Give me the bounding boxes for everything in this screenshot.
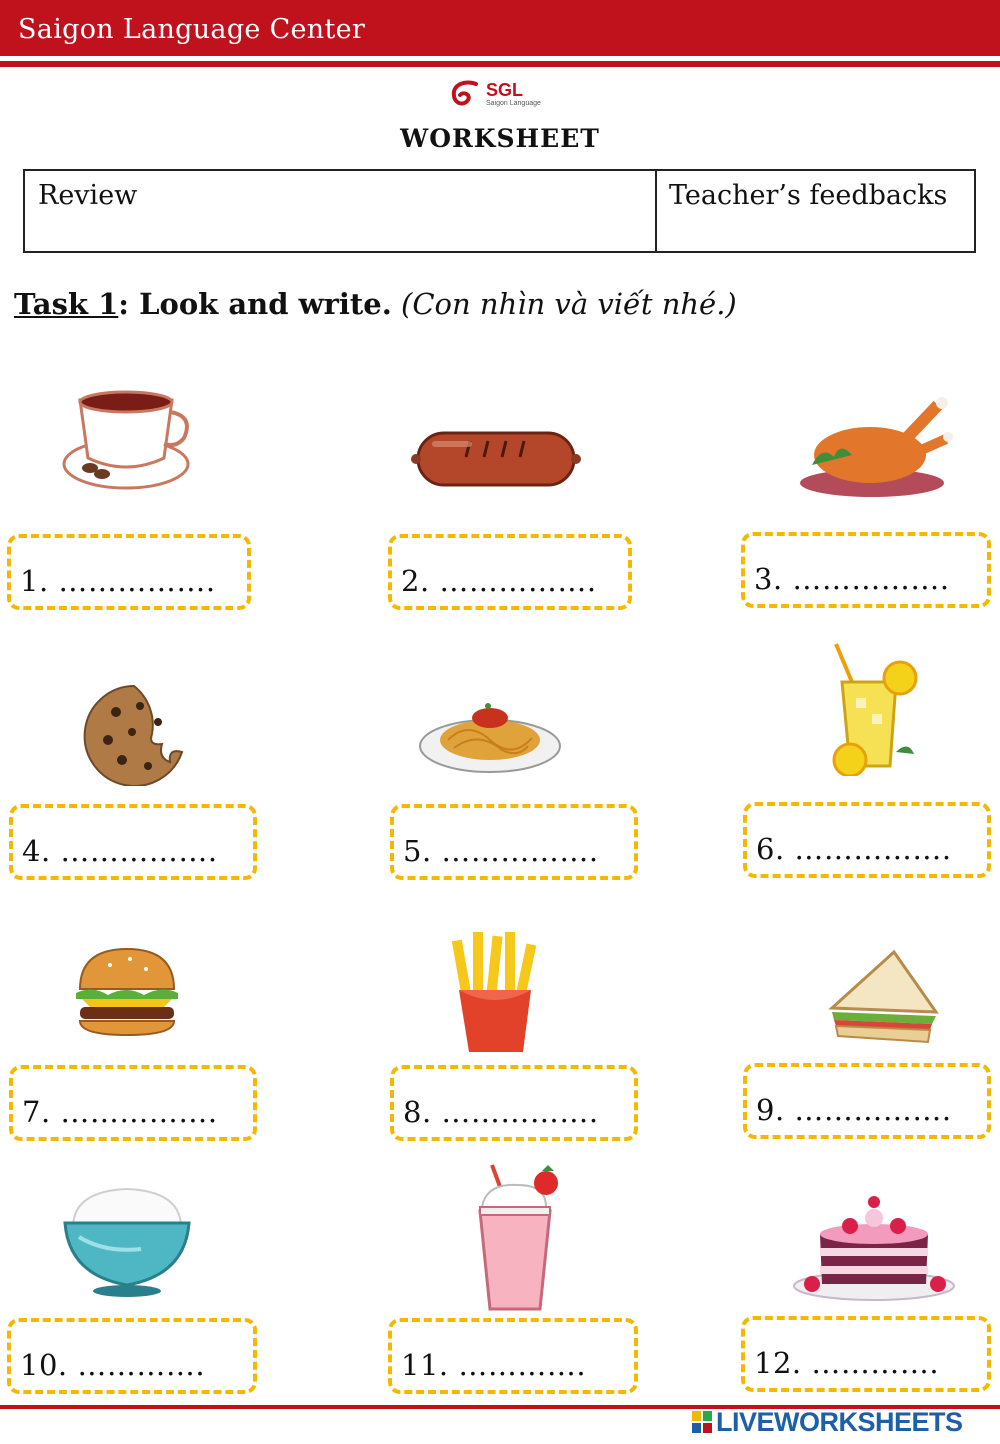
- answer-box-10[interactable]: [7, 1318, 257, 1394]
- answer-text-11: 11. ………….: [401, 1348, 587, 1382]
- lemonade-icon: [822, 642, 927, 776]
- spaghetti-icon: [418, 690, 563, 780]
- worksheet-title: WORKSHEET: [400, 124, 600, 153]
- header-bar: [0, 0, 1000, 56]
- center-name: Saigon Language Center: [18, 14, 366, 45]
- task-translation: (Con nhìn và viết nhé.): [401, 287, 737, 321]
- liveworksheets-logo-icon: [692, 1411, 712, 1433]
- answer-box-7[interactable]: [9, 1065, 257, 1141]
- review-cell: Review: [38, 180, 138, 211]
- answer-text-2: 2. …………….: [401, 564, 597, 598]
- sausage-icon: [410, 425, 582, 495]
- sandwich-icon: [828, 948, 940, 1046]
- rice-bowl-icon: [45, 1165, 210, 1305]
- answer-box-8[interactable]: [390, 1065, 638, 1141]
- header-divider: [0, 61, 1000, 67]
- answer-box-6[interactable]: [743, 802, 991, 878]
- sgl-swirl-icon: [446, 78, 482, 112]
- sgl-logo: [446, 78, 556, 112]
- answer-text-5: 5. …………….: [403, 834, 599, 868]
- burger-icon: [72, 945, 182, 1037]
- cookie-icon: [78, 682, 190, 786]
- info-table: [23, 169, 976, 253]
- answer-text-6: 6. …………….: [756, 832, 952, 866]
- liveworksheets-label: LIVEWORKSHEETS: [716, 1407, 963, 1437]
- answer-box-5[interactable]: [390, 804, 638, 880]
- answer-text-4: 4. …………….: [22, 834, 218, 868]
- task-label: Task 1: [14, 287, 119, 321]
- answer-text-10: 10. ………….: [20, 1348, 206, 1382]
- milkshake-icon: [462, 1163, 570, 1313]
- logo-brand: SGL: [486, 80, 524, 100]
- feedback-cell: Teacher’s feedbacks: [669, 180, 948, 211]
- answer-box-11[interactable]: [388, 1318, 638, 1394]
- logo-subtitle: Saigon Language: [486, 100, 541, 107]
- coffee-cup-icon: [60, 380, 195, 498]
- answer-box-9[interactable]: [743, 1063, 991, 1139]
- answer-text-9: 9. …………….: [756, 1093, 952, 1127]
- cake-icon: [790, 1188, 958, 1303]
- answer-box-1[interactable]: [7, 534, 251, 610]
- answer-text-7: 7. …………….: [22, 1095, 218, 1129]
- answer-box-12[interactable]: [741, 1316, 991, 1392]
- task-instruction: : Look and write.: [118, 287, 392, 321]
- answer-box-2[interactable]: [388, 534, 632, 610]
- roast-chicken-icon: [800, 395, 955, 503]
- answer-box-3[interactable]: [741, 532, 991, 608]
- french-fries-icon: [445, 930, 545, 1054]
- answer-text-1: 1. …………….: [20, 564, 216, 598]
- task-heading: [14, 287, 737, 321]
- answer-text-3: 3. …………….: [754, 562, 950, 596]
- answer-box-4[interactable]: [9, 804, 257, 880]
- answer-text-12: 12. ………….: [754, 1346, 940, 1380]
- answer-text-8: 8. …………….: [403, 1095, 599, 1129]
- table-divider: [655, 171, 657, 251]
